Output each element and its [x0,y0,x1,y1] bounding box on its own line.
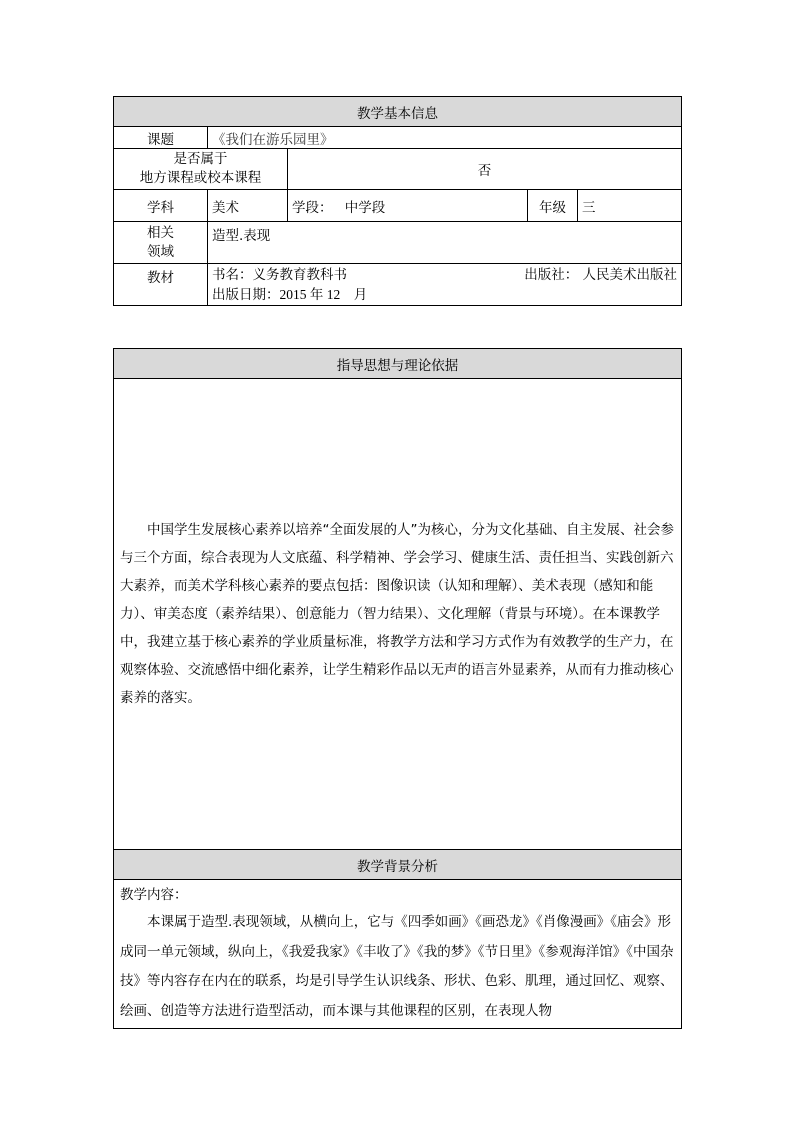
field-label-line2: 领域 [147,243,174,260]
guiding-table [113,348,682,1029]
stage-label: 学段： [292,199,333,216]
textbook-line2 [212,285,677,305]
pub-date-value: 2015 年 12 月 [279,286,368,302]
textbook-value [208,264,682,306]
basic-info-table [113,96,682,306]
guiding-body [114,379,682,850]
guiding-header: 指导思想与理论依据 [114,349,682,379]
pub-date-label: 出版日期： [212,286,280,303]
local-course-label-line2: 地方课程或校本课程 [139,170,262,186]
topic-value: 《我们在游乐园里》 [208,127,682,149]
background-paragraph: 本课属于造型.表现领域，从横向上，它与《四季如画》《画恐龙》《肖像漫画》《庙会》形成同一单元领域，纵向上，《我爱我家》《丰收了》《我的梦》《节日里》《参观海洋馆》《中国杂技》等内容存在内在的联系，均是引导学生认识线条、形状、色彩、肌理，通过回忆、观察、绘画、创造等方法进行造型活动，而本课与其他课程的区别，在表现人物 [120,914,674,1019]
subject-value: 美术 [208,190,288,222]
field-label [114,222,208,264]
basic-info-header: 教学基本信息 [114,97,682,127]
field-value: 造型.表现 [208,222,682,264]
publisher: 出版社： 人民美术出版社 [524,266,677,283]
book-name: 书名：义务教育教科书 [212,266,347,283]
field-label-line1: 相关 [147,224,174,241]
subject-label: 学科 [114,190,208,222]
teaching-content-label: 教学内容： [120,887,188,903]
grade-label: 年级 [528,190,578,222]
grade-value: 三 [578,190,682,222]
stage-value: 中学段 [344,199,386,216]
background-body [114,880,682,1029]
textbook-label: 教材 [114,264,208,306]
guiding-paragraph: 中国学生发展核心素养以培养“全面发展的人”为核心，分为文化基础、自主发展、社会参与三个方面，综合表现为人文底蕴、科学精神、学会学习、健康生活、责任担当、实践创新六大素养，而美术学科核心素养的要点包括：图像识读（认知和理解）、美术表现（感知和能力）、审美态度（素养结果）、创意能力（智力结果）、文化理解（背景与环境）。在本课教学中，我建立基于核心素养的学业质量标准，将教学方法和学习方式作为有效教学的生产力，在观察体验、交流感悟中细化素养，让学生精彩作品以无声的语言外显素养，从而有力推动核心素养的落实。 [120,522,674,706]
background-header: 教学背景分析 [114,850,682,880]
stage-cell [288,190,528,222]
topic-label: 课题 [114,127,208,149]
local-course-label [114,149,288,190]
local-course-label-line1: 是否属于 [173,151,228,167]
local-course-value: 否 [288,149,682,190]
textbook-line1 [212,265,677,285]
